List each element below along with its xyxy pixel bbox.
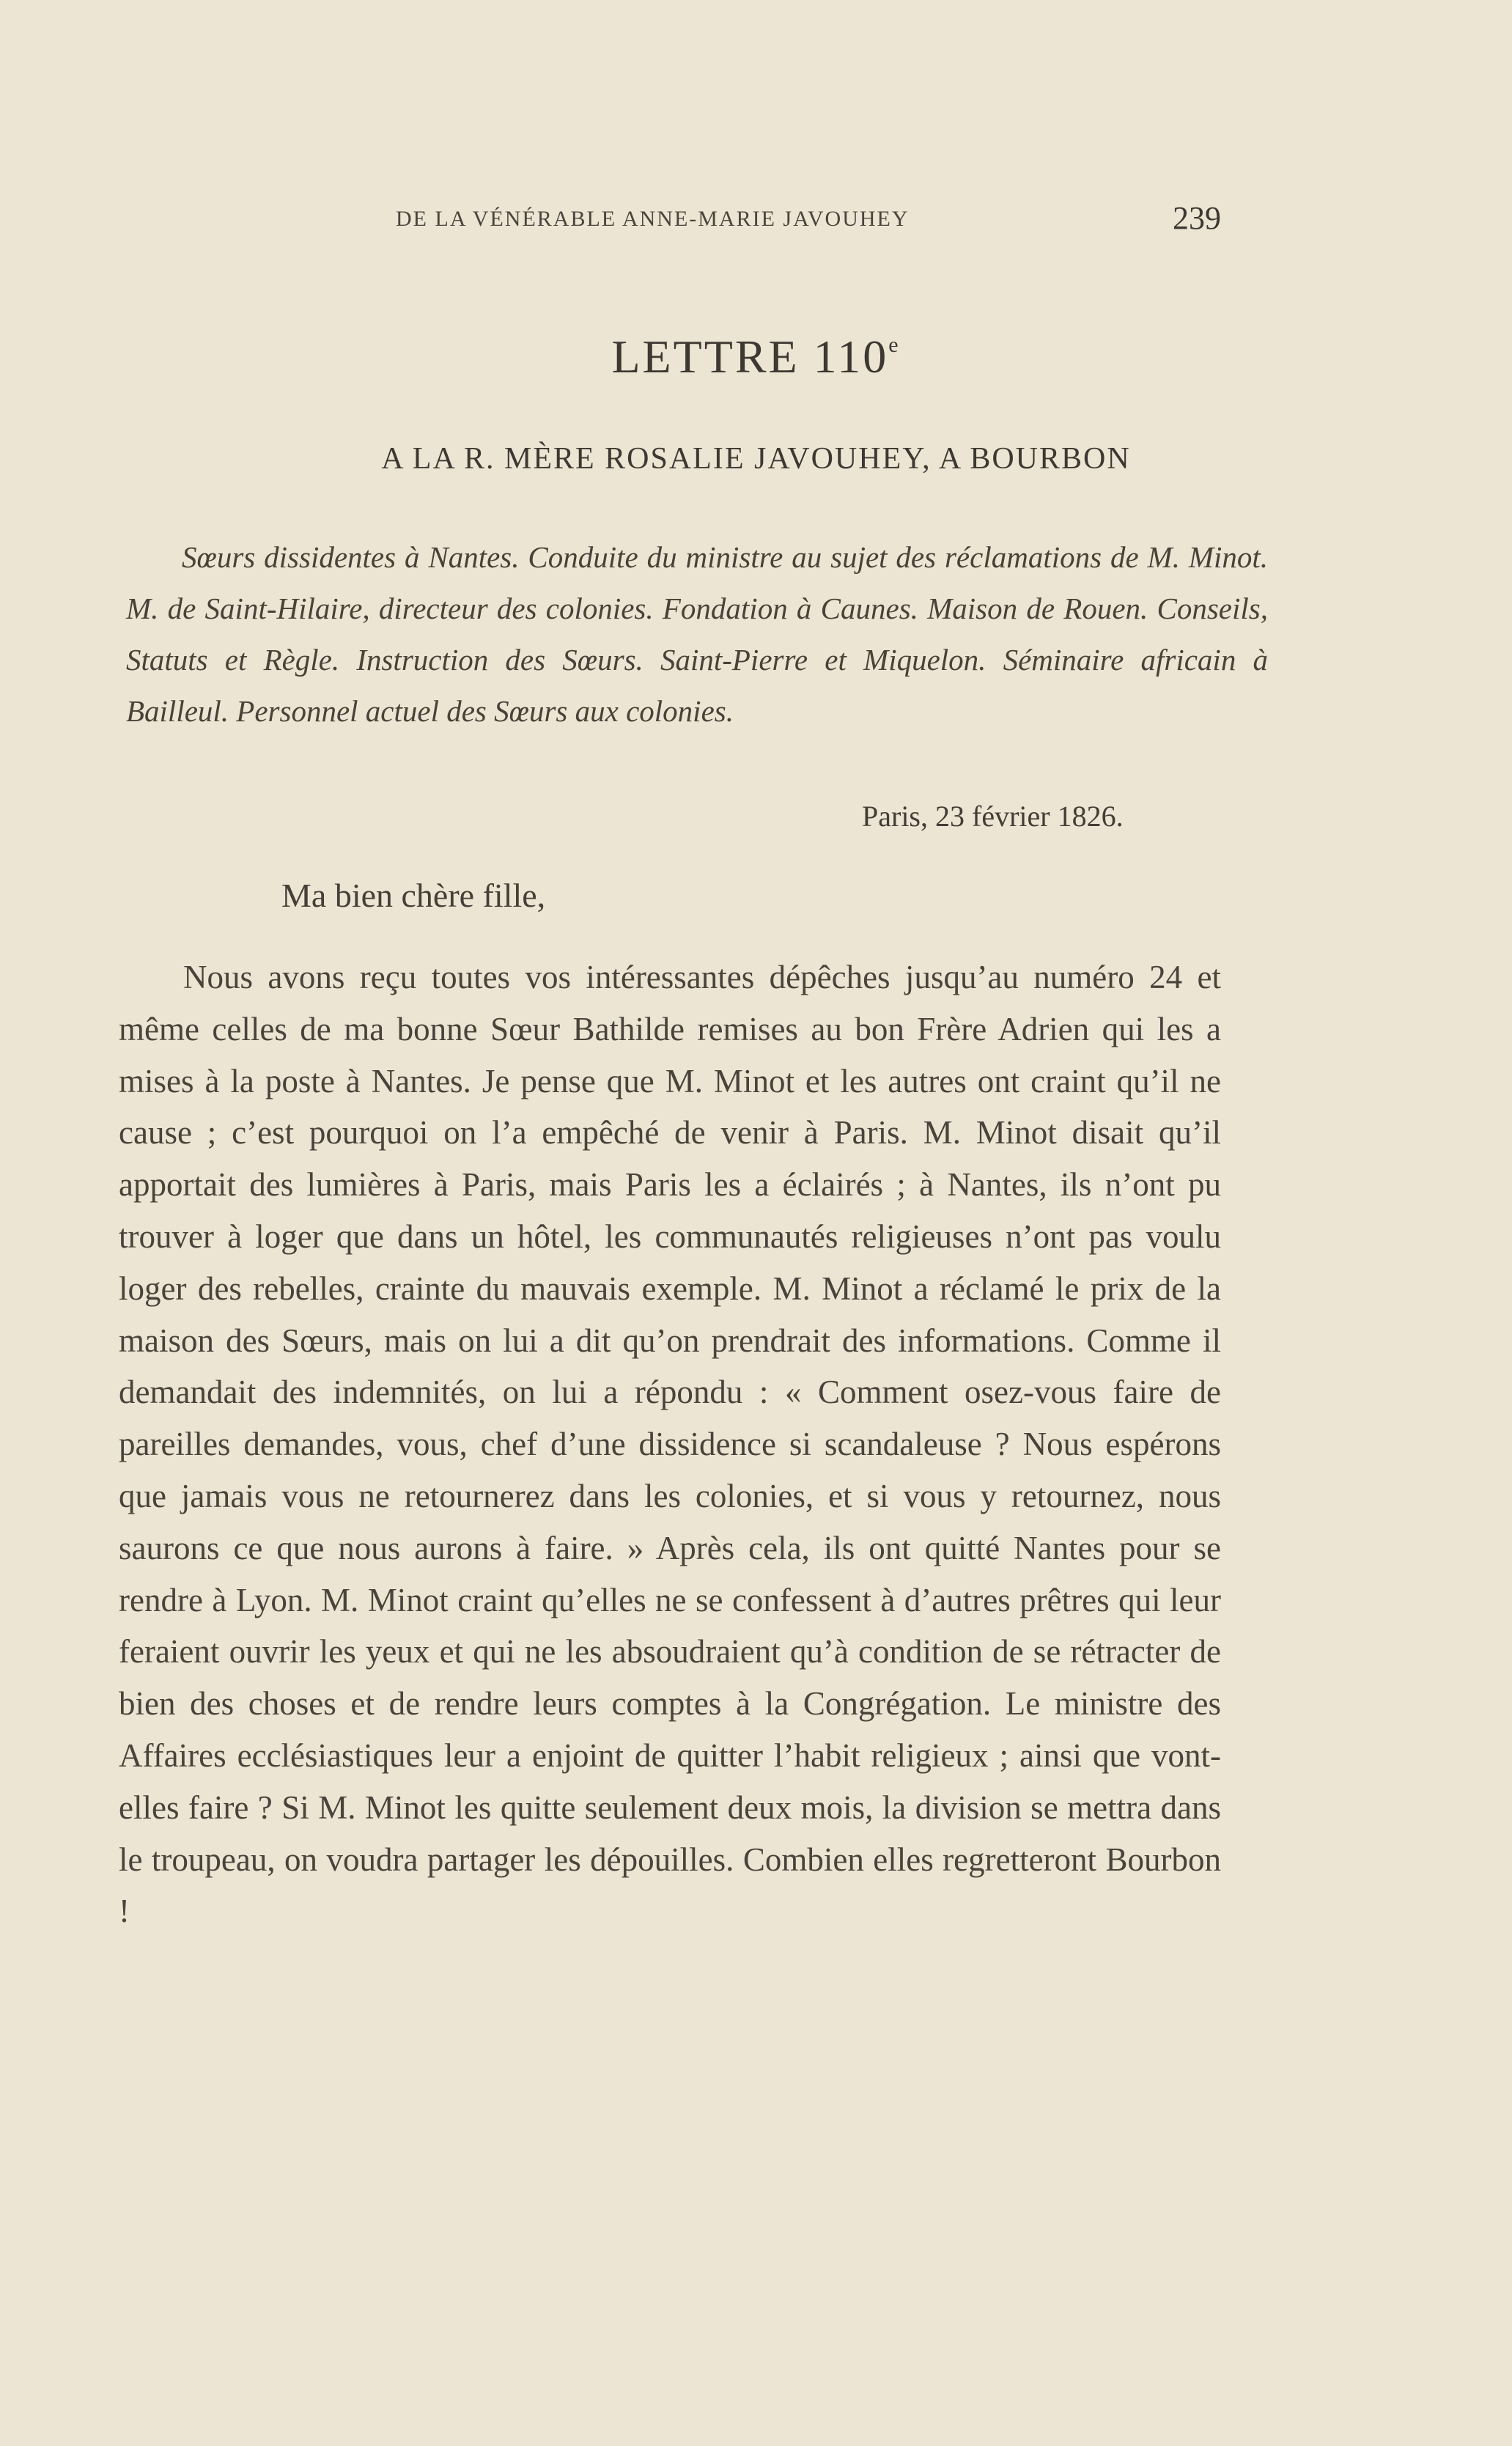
page-number: 239 (1173, 200, 1221, 236)
letter-body-paragraph: Nous avons reçu toutes vos intéressantes dépêches jusqu’au numéro 24 et même celles de ma bonne Sœur Bathilde remises au bon Frère Adrien qui les a mises à la poste à Nantes. Je pense que M. Minot et les autres ont craint qu’il ne cause ; c’est pourquoi on l’a empêché de venir à Paris. M. Minot disait qu’il apportait des lumières à Paris, mais Paris les a éclairés ; à Nantes, ils n’ont pu trouver à loger que dans un hôtel, les communautés religieuses n’ont pas voulu loger des rebelles, crainte du mauvais exemple. M. Minot a réclamé le prix de la maison des Sœurs, mais on lui a dit qu’on prendrait des informations. Comme il demandait des indemnités, on lui a répondu : « Comment osez-vous faire de pareilles demandes, vous, chef d’une dissidence si scandaleuse ? Nous espérons que jamais vous ne retournerez dans les colonies, et si vous y retournez, nous saurons ce que nous aurons à faire. » Après cela, ils ont quitté Nantes pour se rendre à Lyon. M. Minot craint qu’elles ne se confessent à d’autres prêtres qui leur feraient ouvrir les yeux et qui ne les absoudraient qu’à condition de se rétracter de bien des choses et de rendre leurs comptes à la Congrégation. Le ministre des Affaires ecclésiastiques leur a enjoint de quitter l’habit religieux ; ainsi que vont-elles faire ? Si M. Minot les quitte seulement deux mois, la division se mettra dans le troupeau, on voudra partager les dépouilles. Combien elles regretteront Bourbon ! (119, 959, 1221, 1930)
running-head: DE LA VÉNÉRABLE ANNE-MARIE JAVOUHEY (396, 207, 910, 231)
dateline: Paris, 23 février 1826. (862, 800, 1124, 833)
salutation: Ma bien chère fille, (281, 877, 546, 914)
letter-addressee: A LA R. MÈRE ROSALIE JAVOUHEY, A BOURBON (381, 442, 1131, 476)
letter-title-text: LETTRE 110 (611, 331, 889, 383)
letter-title (0, 330, 1512, 384)
letter-summary: Sœurs dissidentes à Nantes. Conduite du ministre au sujet des réclamations de M. Minot. M. de Saint-Hilaire, directeur des colonies. Fondation à Caunes. Maison de Rouen. Conseils, Statuts et Règle. Instruction des Sœurs. Saint-Pierre et Miquelon. Séminaire africain à Bailleul. Personnel actuel des Sœurs aux colonies. (126, 540, 1268, 728)
letter-title-suffix: e (888, 333, 901, 357)
